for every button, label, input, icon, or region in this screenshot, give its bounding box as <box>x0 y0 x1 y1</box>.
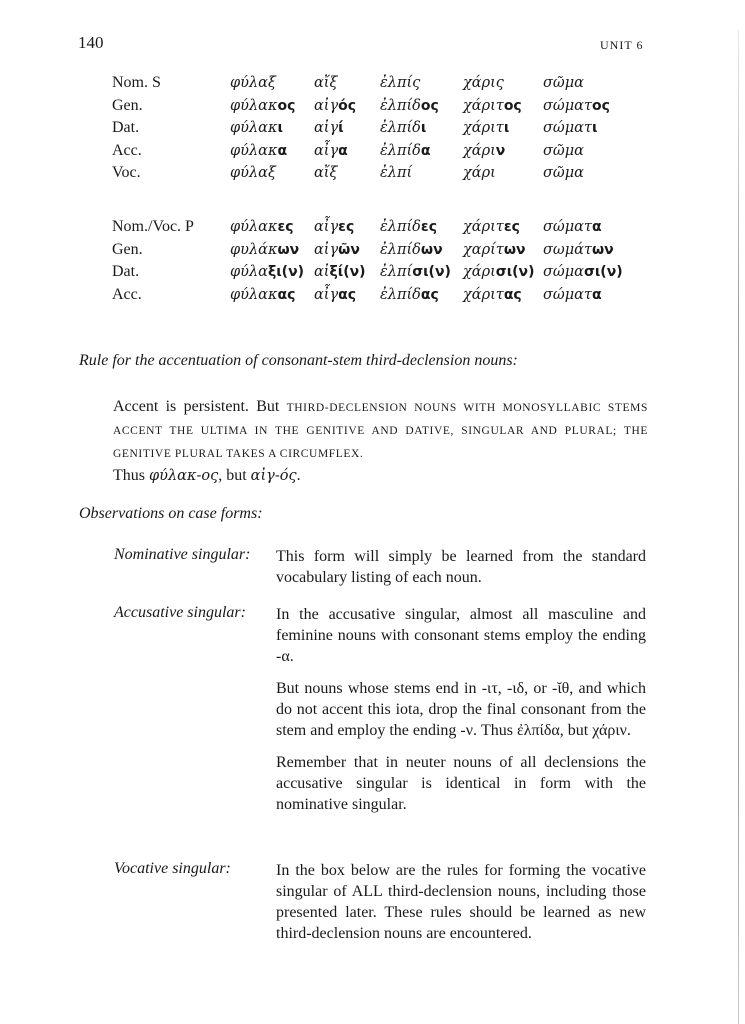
stem: φύλαξ <box>230 75 276 92</box>
noun-form <box>230 284 314 307</box>
stem: αἶγ <box>314 286 339 303</box>
noun-form <box>380 162 463 185</box>
stem: ἐλπίδ <box>380 286 421 303</box>
noun-form <box>314 284 380 307</box>
ending: ας <box>277 286 296 303</box>
stem: σώματ <box>543 286 592 303</box>
noun-form <box>463 261 543 284</box>
noun-form <box>543 216 633 239</box>
accent-rule-thus: Thus <box>113 467 149 484</box>
ending: σι(ν) <box>583 264 623 281</box>
stem: σώματ <box>543 120 592 137</box>
noun-form <box>380 117 463 140</box>
obs-paragraph: This form will simply be learned from the standard vocabulary listing of each noun. <box>276 548 646 586</box>
ending: σι(ν) <box>412 264 451 281</box>
noun-form <box>543 117 633 140</box>
ending: ος <box>503 97 522 114</box>
stem: σώμα <box>543 264 584 281</box>
ending: ες <box>338 219 355 236</box>
stem: αἰγ <box>314 241 339 258</box>
ending: α <box>420 142 431 159</box>
stem: αἰγ <box>314 120 339 137</box>
paradigm-row-singular <box>112 72 633 95</box>
paradigm-row-singular <box>112 162 633 185</box>
ending: ι <box>277 120 283 137</box>
paradigm-row-singular <box>112 95 633 118</box>
noun-form <box>543 239 633 262</box>
stem: σώματ <box>543 97 592 114</box>
stem: φύλακ <box>230 120 278 137</box>
ending: ος <box>591 97 610 114</box>
noun-form <box>314 216 380 239</box>
ending: α <box>591 219 602 236</box>
accent-rule-text <box>113 396 648 487</box>
ending: ων <box>420 241 443 258</box>
ending: ι <box>591 120 598 137</box>
ending: α <box>591 286 602 303</box>
stem: χάριτ <box>463 286 504 303</box>
noun-form <box>463 239 543 262</box>
ending: ι <box>420 120 427 137</box>
case-label: Dat. <box>112 119 140 137</box>
obs-label-nominative: Nominative singular: <box>114 546 251 563</box>
noun-form <box>380 261 463 284</box>
obs-text-nominative <box>276 546 646 588</box>
stem: χάρι <box>463 142 496 159</box>
noun-form <box>230 261 314 284</box>
stem: ἐλπίδ <box>380 120 421 137</box>
stem: ἐλπίς <box>380 75 421 92</box>
noun-form <box>230 117 314 140</box>
stem: φύλακ <box>230 97 278 114</box>
ending: ξί(ν) <box>329 264 366 281</box>
case-label: Dat. <box>112 263 140 281</box>
noun-form <box>230 239 314 262</box>
stem: σώματ <box>543 219 592 236</box>
paradigm-row-plural <box>112 239 633 262</box>
paradigm-singular-table <box>112 72 633 185</box>
ending: ες <box>503 219 520 236</box>
paradigm-plural-table <box>112 216 633 306</box>
stem: ἐλπίδ <box>380 142 421 159</box>
stem: φυλάκ <box>230 241 278 258</box>
noun-form <box>463 140 543 163</box>
stem: χάριτ <box>463 120 504 137</box>
noun-form <box>380 95 463 118</box>
noun-form <box>543 140 633 163</box>
noun-form <box>314 261 380 284</box>
noun-form <box>380 140 463 163</box>
stem: ἐλπίδ <box>380 241 421 258</box>
stem: ἐλπί <box>380 264 413 281</box>
noun-form <box>463 72 543 95</box>
stem: αἶγ <box>314 219 339 236</box>
obs-text-accusative <box>276 604 646 815</box>
noun-form <box>380 284 463 307</box>
stem: φύλαξ <box>230 165 276 182</box>
case-label: Nom./Voc. P <box>112 218 194 236</box>
noun-form <box>380 72 463 95</box>
stem: χάρι <box>463 264 496 281</box>
stem: χαρίτ <box>463 241 504 258</box>
noun-form <box>543 72 633 95</box>
stem: φύλα <box>230 264 268 281</box>
ending: ας <box>503 286 522 303</box>
case-label: Nom. S <box>112 74 161 92</box>
ending: ων <box>503 241 526 258</box>
stem: σῶμα <box>543 75 584 92</box>
stem: φύλακ <box>230 142 278 159</box>
accent-rule-end: . <box>296 467 301 484</box>
ending: ῶν <box>338 241 360 258</box>
case-label: Gen. <box>112 240 143 258</box>
noun-form <box>230 216 314 239</box>
stem: φύλακ <box>230 286 278 303</box>
noun-form <box>314 72 380 95</box>
ending: ας <box>420 286 439 303</box>
noun-form <box>230 140 314 163</box>
paradigm-row-singular <box>112 117 633 140</box>
noun-form <box>380 239 463 262</box>
accent-rule-but: , but <box>218 467 251 484</box>
paradigm-row-plural <box>112 284 633 307</box>
accent-rule-heading: Rule for the accentuation of consonant-stem third-declension nouns: <box>79 352 518 369</box>
paradigm-row-plural <box>112 261 633 284</box>
stem: αἰ <box>314 264 330 281</box>
ending: ός <box>338 97 357 114</box>
ending: ες <box>420 219 438 236</box>
stem: ἐλπίδ <box>380 219 421 236</box>
ending: ων <box>591 241 614 258</box>
noun-form <box>463 284 543 307</box>
case-label: Voc. <box>112 164 141 182</box>
noun-form <box>380 216 463 239</box>
stem: χάρις <box>463 75 504 92</box>
stem: ἐλπί <box>380 165 413 182</box>
stem: αἴξ <box>314 75 338 92</box>
noun-form <box>314 162 380 185</box>
noun-form <box>463 117 543 140</box>
noun-form <box>543 284 633 307</box>
ending: α <box>277 142 288 159</box>
obs-label-vocative: Vocative singular: <box>114 860 231 877</box>
case-label: Gen. <box>112 96 143 114</box>
case-label: Acc. <box>112 285 142 303</box>
paradigm-row-plural <box>112 216 633 239</box>
noun-form <box>314 140 380 163</box>
noun-form <box>230 95 314 118</box>
noun-form <box>463 162 543 185</box>
noun-form <box>230 162 314 185</box>
ending: ος <box>277 97 296 114</box>
stem: ἐλπίδ <box>380 97 421 114</box>
accent-example-2: αἰγ-ός <box>250 468 297 484</box>
stem: αἶγ <box>314 142 339 159</box>
stem: χάριτ <box>463 219 504 236</box>
observations-heading: Observations on case forms: <box>79 505 263 522</box>
stem: σῶμα <box>543 165 584 182</box>
obs-paragraph: But nouns whose stems end in -ιτ, -ιδ, or -ῐθ, and which do not accent this iota, drop the final consonant from the stem and employ the ending -ν. Thus ἐλπίδα, but χάριν. <box>276 680 646 739</box>
stem: σωμάτ <box>543 241 592 258</box>
ending: ν <box>495 142 506 159</box>
ending: ι <box>503 120 510 137</box>
case-label: Acc. <box>112 141 142 159</box>
noun-form <box>543 95 633 118</box>
accent-example-1: φύλακ-ος <box>149 468 219 484</box>
obs-label-accusative: Accusative singular: <box>114 604 246 621</box>
stem: σῶμα <box>543 142 584 159</box>
obs-paragraph: In the accusative singular, almost all masculine and feminine nouns with consonant stems employ the ending -α. <box>276 606 646 665</box>
noun-form <box>543 261 633 284</box>
stem: φύλακ <box>230 219 278 236</box>
noun-form <box>230 72 314 95</box>
obs-paragraph: In the box below are the rules for forming the vocative singular of ALL third-declension nouns, including those presented later. These rules should be learned as new third-declension nouns are encountered. <box>276 862 646 942</box>
stem: χάριτ <box>463 97 504 114</box>
stem: αἰγ <box>314 97 339 114</box>
accent-rule-lead: Accent is persistent. But <box>113 398 287 415</box>
ending: ί <box>338 120 344 137</box>
obs-text-vocative <box>276 860 646 944</box>
noun-form <box>314 117 380 140</box>
noun-form <box>463 95 543 118</box>
paradigm-row-singular <box>112 140 633 163</box>
accent-rule-smallcaps: THIRD-DECLENSION NOUNS WITH MONOSYLLABIC STEMS ACCENT THE ULTIMA IN THE GENITIVE AND DATIVE, SINGULAR AND PLURAL; THE GENITIVE PLURAL TAKES A CIRCUMFLEX. <box>113 402 648 460</box>
stem: χάρι <box>463 165 496 182</box>
noun-form <box>314 239 380 262</box>
page-edge-line <box>738 30 739 1024</box>
obs-paragraph: Remember that in neuter nouns of all declensions the accusative singular is identical in form with the nominative singular. <box>276 754 646 813</box>
noun-form <box>463 216 543 239</box>
ending: α <box>338 142 348 159</box>
ending: σι(ν) <box>495 264 535 281</box>
stem: αἴξ <box>314 165 338 182</box>
ending: ος <box>420 97 439 114</box>
noun-form <box>314 95 380 118</box>
ending: ων <box>277 241 300 258</box>
running-head: UNIT 6 <box>600 38 644 52</box>
ending: ας <box>338 286 357 303</box>
noun-form <box>543 162 633 185</box>
ending: ξι(ν) <box>267 264 305 281</box>
ending: ες <box>277 219 294 236</box>
page-number: 140 <box>78 33 104 52</box>
